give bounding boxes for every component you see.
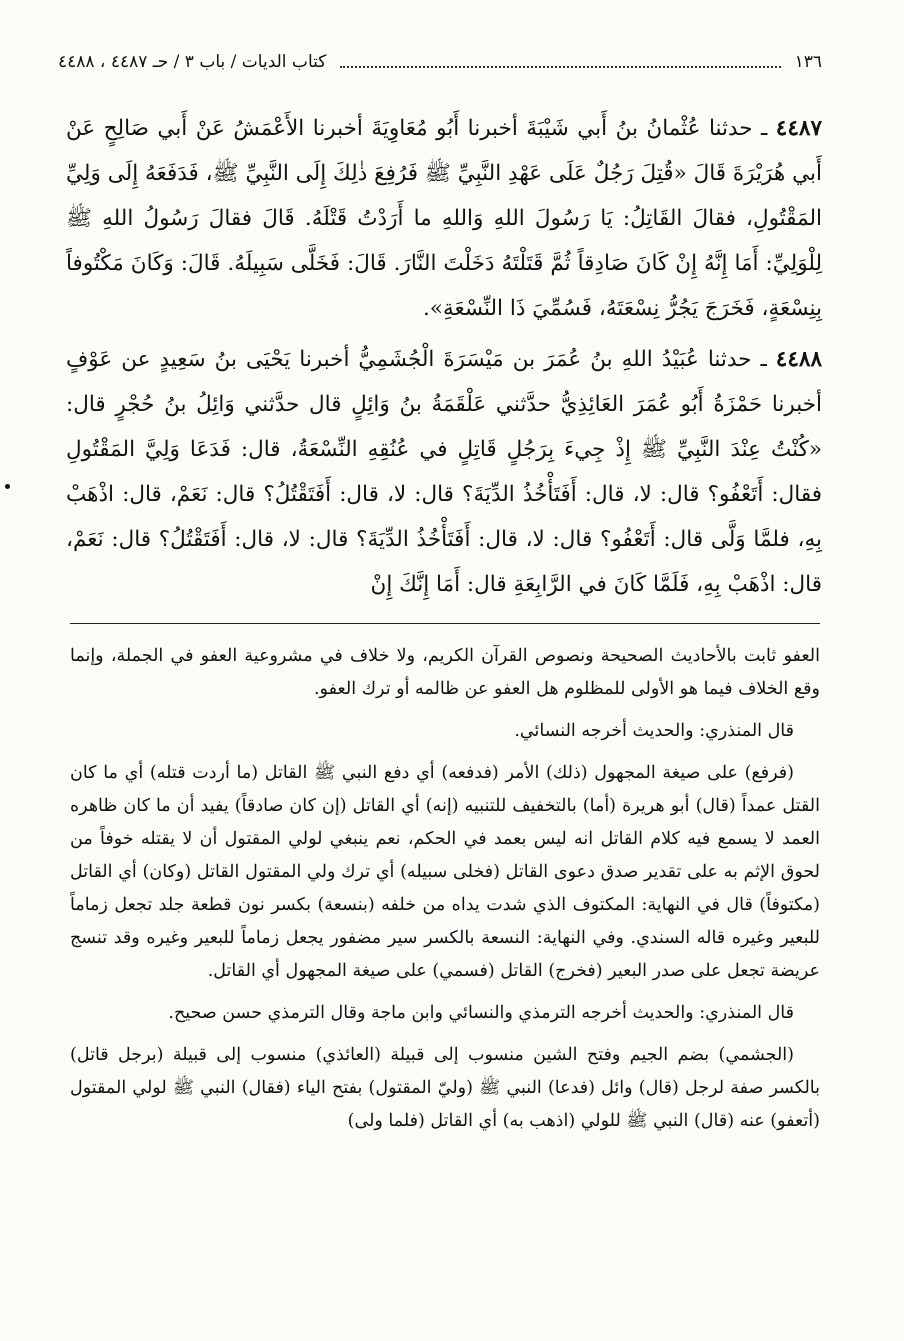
page-number: ١٣٦ <box>794 52 822 72</box>
hadith-text <box>66 106 822 613</box>
commentary-paragraph: العفو ثابت بالأحاديث الصحيحة ونصوص القرآن الكريم، ولا خلاف في مشروعية العفو في الجملة، وإنما وقع الخلاف فيما هو الأولى للمظلوم هل العفو عن ظالمه أو ترك العفو. <box>70 646 820 699</box>
commentary <box>70 640 820 1147</box>
dotted-leader <box>340 56 780 68</box>
running-title: كتاب الديات / باب ٣ / حـ ٤٤٨٧ ، ٤٤٨٨ <box>58 52 327 72</box>
commentary-paragraph: قال المنذري: والحديث أخرجه النسائي. <box>514 721 794 741</box>
footnote-divider <box>70 623 820 624</box>
commentary-paragraph: (الجشمي) بضم الجيم وفتح الشين منسوب إلى قبيلة (العائذي) منسوب إلى قبيلة (برجل قاتل) بالكسر صفة لرجل (قال) وائل (فدعا) النبي ﷺ (وليّ المقتول) بفتح الياء (فقال) النبي ﷺ لولي المقتول (أتعفو) عنه (قال) النبي ﷺ للولي (اذهب به) أي القاتل (فلما ولى) <box>70 1045 820 1131</box>
hadith-4488 <box>66 337 822 607</box>
hadith-body: ـ حدثنا عُبَيْدُ اللهِ بنُ عُمَرَ بن مَيْسَرَةَ الْجُشَمِيُّ أخبرنا يَحْيَى بنُ سَعِيدٍ عن عَوْفٍ أخبرنا حَمْزَةُ أَبُو عُمَرَ العَائِذِيُّ حدَّثني عَلْقَمَةُ بنُ وَائِلٍ قال حدَّثني وَائِلُ بنُ حُجْرٍ قال: «كُنْتُ عِنْدَ النَّبِيِّ ﷺ إِذْ جِيءَ بِرَجُلٍ قَاتِلٍ في عُنُقِهِ النِّسْعَةُ، قال: فَدَعَا وَلِيَّ المَقْتُولِ فقال: أَتَعْفُو؟ قال: لا، قال: أَفَتَأْخُذُ الدِّيَةَ؟ قال: لا، قال: أَفَتَقْتُلُ؟ قال: نَعَمْ، قال: اذْهَبْ بِهِ، فلمَّا وَلَّى قال: أَتَعْفُو؟ قال: لا، قال: أَفَتَأْخُذُ الدِّيَةَ؟ قال: لا، قال: أَفَتَقْتُلُ؟ قال: نَعَمْ، قال: اذْهَبْ بِهِ، فَلَمَّا كَانَ في الرَّابِعَةِ قال: أَمَا إِنَّكَ إِنْ <box>66 347 822 597</box>
scan-artifact-dot <box>5 484 10 489</box>
commentary-paragraph: (فرفع) على صيغة المجهول (ذلك) الأمر (فدفعه) أي دفع النبي ﷺ القاتل (ما أردت قتله) أي ما كان القتل عمداً (قال) أبو هريرة (أما) بالتخفيف للتنبيه (إنه) أي القاتل (إن كان صادقاً) يفيد أن ما كان ظاهره العمد لا يسمع فيه كلام القاتل انه ليس بعمد في الحكم، نعم ينبغي لولي المقتول أن لا يقتله خوفاً من لحوق الإثم به على تقدير صدق دعوى القاتل (فخلى سبيله) أي ترك ولي المقتول القاتل (وكان) أي القاتل (مكتوفاً) قال في النهاية: المكتوف الذي شدت يداه من خلفه (بنسعة) بكسر نون قطعة جلد تجعل زماماً للبعير وغيره قاله السندي. وفي النهاية: النسعة بالكسر سير مضفور يجعل زماماً للبعير وغيره وقد تنسج عريضة تجعل على صدر البعير (فخرج) القاتل (فسمي) على صيغة المجهول أي القاتل. <box>70 763 820 981</box>
hadith-body: ـ حدثنا عُثْمانُ بنُ أَبي شَيْبَةَ أخبرنا أَبُو مُعَاوِيَةَ أخبرنا الأَعْمَشُ عَنْ أَبي صَالِحٍ عَنْ أَبي هُرَيْرَةَ قَالَ «قُتِلَ رَجُلٌ عَلَى عَهْدِ النَّبِيِّ ﷺ فَرُفِعَ ذٰلِكَ إِلَى النَّبِيِّ ﷺ، فَدَفَعَهُ إِلَى وَلِيِّ المَقْتُولِ، فقالَ القَاتِلُ: يَا رَسُولَ اللهِ وَاللهِ ما أَرَدْتُ قَتْلَهُ. قَالَ فقالَ رَسُولُ اللهِ ﷺ لِلْوَلِيِّ: أَمَا إِنَّهُ إِنْ كَانَ صَادِقاً ثُمَّ قَتَلْتَهُ دَخَلْتَ النَّارَ. قَالَ: فَخَلَّى سَبِيلَهُ. قَالَ: وَكَانَ مَكْتُوفاً بِنِسْعَةٍ، فَخَرَجَ يَجُرُّ نِسْعَتَهُ، فَسُمِّيَ ذَا النِّسْعَةِ». <box>66 116 822 321</box>
hadith-4487 <box>66 106 822 331</box>
commentary-paragraph: قال المنذري: والحديث أخرجه الترمذي والنسائي وابن ماجة وقال الترمذي حسن صحيح. <box>168 1003 794 1023</box>
page-header <box>58 50 822 74</box>
hadith-number: ٤٤٨٨ <box>775 347 822 372</box>
hadith-number: ٤٤٨٧ <box>775 116 822 141</box>
